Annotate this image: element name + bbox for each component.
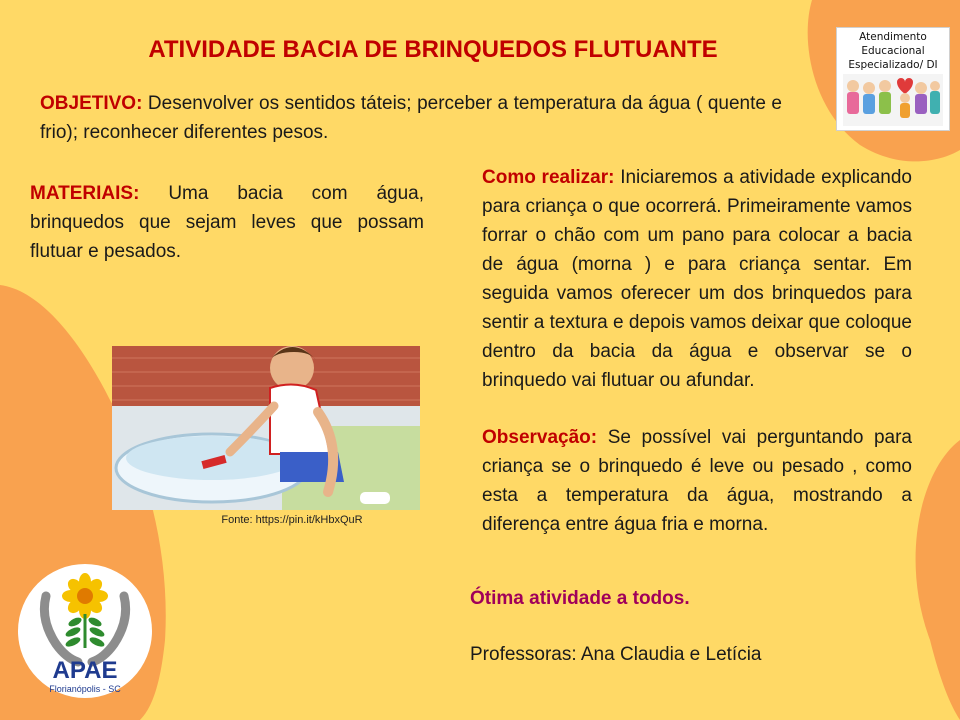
materials-label: MATERIAIS: bbox=[30, 183, 140, 204]
bottom-right-orange-blob bbox=[916, 440, 960, 720]
page-title: ATIVIDADE BACIA DE BRINQUEDOS FLUTUANTE bbox=[148, 36, 718, 63]
objective-label: OBJETIVO: bbox=[40, 93, 143, 114]
apae-logo bbox=[18, 556, 152, 706]
child-with-basin-illustration bbox=[112, 346, 420, 510]
observation-label: Observação: bbox=[482, 427, 598, 448]
how-to-text: Iniciaremos a atividade explicando para criança o que ocorrerá. Primeiramente vamos forrar o chão com um pano para colocar a bacia de água (morna ) e para criança sentar. Em seguida vamos oferecer um dos brinquedos para sentir a textura e depois vamos deixar que coloque dentro da bacia da água e observar se o brinquedo vai flutuar ou afundar. bbox=[482, 167, 913, 391]
materials-text: Uma bacia com água, brinquedos que sejam leves que possam flutuar e pesados. bbox=[30, 183, 424, 262]
teachers-credit: Professoras: Ana Claudia e Letícia bbox=[470, 644, 762, 665]
observation-text: Se possível vai perguntando para criança se o brinquedo é leve ou pesado , como esta a temperatura da água, mostrando a diferença entre água fria e morna. bbox=[482, 427, 912, 535]
how-to-label: Como realizar: bbox=[482, 167, 615, 188]
observation-paragraph bbox=[482, 423, 912, 539]
closing-message: Ótima atividade a todos. bbox=[470, 588, 690, 609]
aee-di-badge bbox=[836, 27, 950, 131]
children-illustration-icon bbox=[843, 74, 943, 126]
apae-emblem-icon bbox=[18, 556, 152, 706]
objective-text: Desenvolver os sentidos táteis; perceber a temperatura da água ( quente e frio); reconhecer diferentes pesos. bbox=[40, 93, 783, 143]
apae-name: APAE bbox=[52, 657, 118, 684]
photo-caption: Fonte: https://pin.it/kHbxQuR bbox=[221, 514, 363, 526]
how-to-paragraph bbox=[482, 163, 912, 395]
materials-paragraph bbox=[30, 179, 424, 266]
apae-city: Florianópolis - SC bbox=[49, 684, 121, 694]
badge-line-3: Especializado/ DI bbox=[848, 59, 938, 71]
badge-text bbox=[837, 30, 949, 72]
activity-photo bbox=[112, 346, 420, 510]
badge-line-1: Atendimento bbox=[859, 31, 927, 43]
objective-paragraph bbox=[40, 89, 782, 147]
badge-line-2: Educacional bbox=[861, 45, 925, 57]
